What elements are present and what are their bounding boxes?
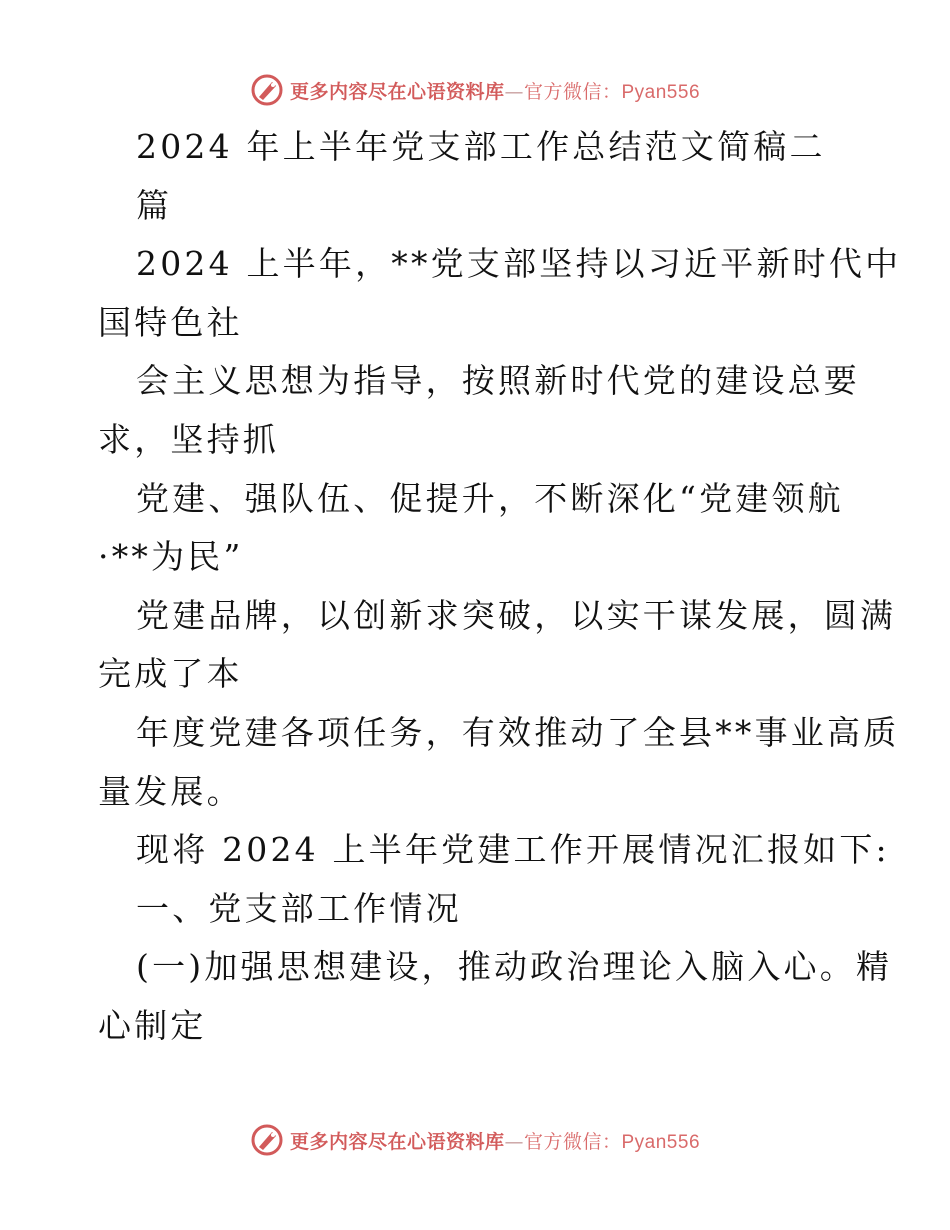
text-line: (一)加强思想建设，推动政治理论入脑入心。精 bbox=[136, 947, 893, 987]
watermark-main: 更多内容尽在心语资料库 bbox=[289, 1130, 505, 1153]
watermark-id: Pyan556 bbox=[621, 1131, 701, 1153]
watermark-separator: — bbox=[504, 80, 524, 103]
text-line: 完成了本 bbox=[98, 654, 243, 694]
pen-nib-logo-icon bbox=[250, 1123, 284, 1157]
text-line: 2024 上半年，**党支部坚持以习近平新时代中 bbox=[136, 244, 902, 284]
text-line: 篇 bbox=[136, 185, 173, 225]
text-line: 年度党建各项任务，有效推动了全县**事业高质 bbox=[136, 712, 900, 752]
watermark-text bbox=[290, 1127, 700, 1154]
watermark-text bbox=[290, 77, 700, 104]
text-line: 国特色社 bbox=[98, 302, 243, 342]
text-line: ·**为民” bbox=[98, 537, 244, 577]
header-watermark bbox=[0, 70, 950, 110]
watermark-brand: 官方微信： bbox=[523, 1130, 622, 1153]
watermark-id: Pyan556 bbox=[621, 81, 701, 103]
text-line: 党建、强队伍、促提升，不断深化“党建领航 bbox=[136, 478, 844, 518]
text-line: 党建品牌，以创新求突破，以实干谋发展，圆满 bbox=[136, 595, 897, 635]
text-line: 会主义思想为指导，按照新时代党的建设总要 bbox=[136, 361, 860, 401]
watermark-brand: 官方微信： bbox=[523, 80, 622, 103]
watermark-main: 更多内容尽在心语资料库 bbox=[289, 80, 505, 103]
text-line: 2024 年上半年党支部工作总结范文简稿二 bbox=[136, 127, 826, 166]
text-line: 现将 2024 上半年党建工作开展情况汇报如下: bbox=[136, 830, 890, 870]
text-line: 心制定 bbox=[98, 1005, 207, 1045]
pen-nib-logo-icon bbox=[250, 73, 284, 107]
watermark-separator: — bbox=[504, 1130, 524, 1153]
footer-watermark bbox=[0, 1120, 950, 1160]
document-body bbox=[98, 118, 902, 1056]
text-line: 求，坚持抓 bbox=[98, 419, 279, 459]
text-line: 一、党支部工作情况 bbox=[136, 888, 462, 928]
text-line: 量发展。 bbox=[98, 771, 243, 811]
